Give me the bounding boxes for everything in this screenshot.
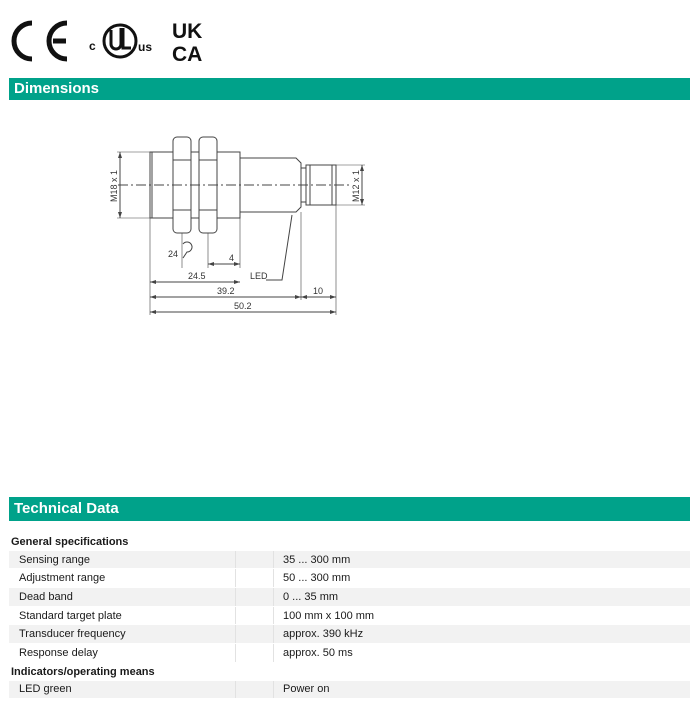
spec-label: Adjustment range xyxy=(9,569,236,588)
led-label: LED xyxy=(250,271,268,281)
group-header-row xyxy=(9,533,690,551)
table-row xyxy=(9,681,690,699)
dim-m12-label: M12 x 1 xyxy=(351,169,361,203)
spec-value: 0 ... 35 mm xyxy=(274,588,691,607)
spec-value: Power on xyxy=(274,681,691,699)
dim-m18-label: M18 x 1 xyxy=(109,169,119,203)
spec-label: LED green xyxy=(9,681,236,699)
dimensions-header: Dimensions xyxy=(9,78,690,100)
dim-10-label: 10 xyxy=(313,286,324,296)
group-title: Indicators/operating means xyxy=(11,665,155,678)
table-row xyxy=(9,551,690,569)
dimension-drawing xyxy=(100,122,380,322)
table-row xyxy=(9,588,690,607)
spec-label: Dead band xyxy=(9,588,236,607)
dim-wrench-label: 24 xyxy=(168,249,179,259)
table-row xyxy=(9,625,690,644)
dim-24-5-label: 24.5 xyxy=(188,271,206,281)
dim-4-label: 4 xyxy=(229,253,235,263)
ukca-mark-icon xyxy=(172,20,202,66)
culus-mark-icon xyxy=(89,25,152,57)
spec-label: Standard target plate xyxy=(9,606,236,625)
ce-mark-icon xyxy=(14,23,67,59)
table-row xyxy=(9,569,690,588)
spec-value: approx. 50 ms xyxy=(274,644,691,663)
spec-value: 100 mm x 100 mm xyxy=(274,606,691,625)
table-row xyxy=(9,644,690,663)
spec-label: Transducer frequency xyxy=(9,625,236,644)
group-title: General specifications xyxy=(11,535,129,548)
svg-text:UK: UK xyxy=(172,20,203,43)
dim-39-2-label: 39.2 xyxy=(217,286,235,296)
dim-50-2-label: 50.2 xyxy=(234,301,252,311)
technical-data-header: Technical Data xyxy=(9,497,690,521)
culus-c-text: c xyxy=(89,39,96,53)
spec-label: Sensing range xyxy=(9,551,236,569)
certification-logos xyxy=(10,16,270,66)
wrench-icon xyxy=(183,242,192,258)
spec-label: Response delay xyxy=(9,644,236,663)
culus-us-text: us xyxy=(138,40,153,54)
table-row xyxy=(9,606,690,625)
spec-value: 50 ... 300 mm xyxy=(274,569,691,588)
technical-data-table xyxy=(9,533,690,699)
group-header-row xyxy=(9,662,690,680)
svg-text:CA: CA xyxy=(172,43,203,66)
spec-value: 35 ... 300 mm xyxy=(274,551,691,569)
spec-value: approx. 390 kHz xyxy=(274,625,691,644)
